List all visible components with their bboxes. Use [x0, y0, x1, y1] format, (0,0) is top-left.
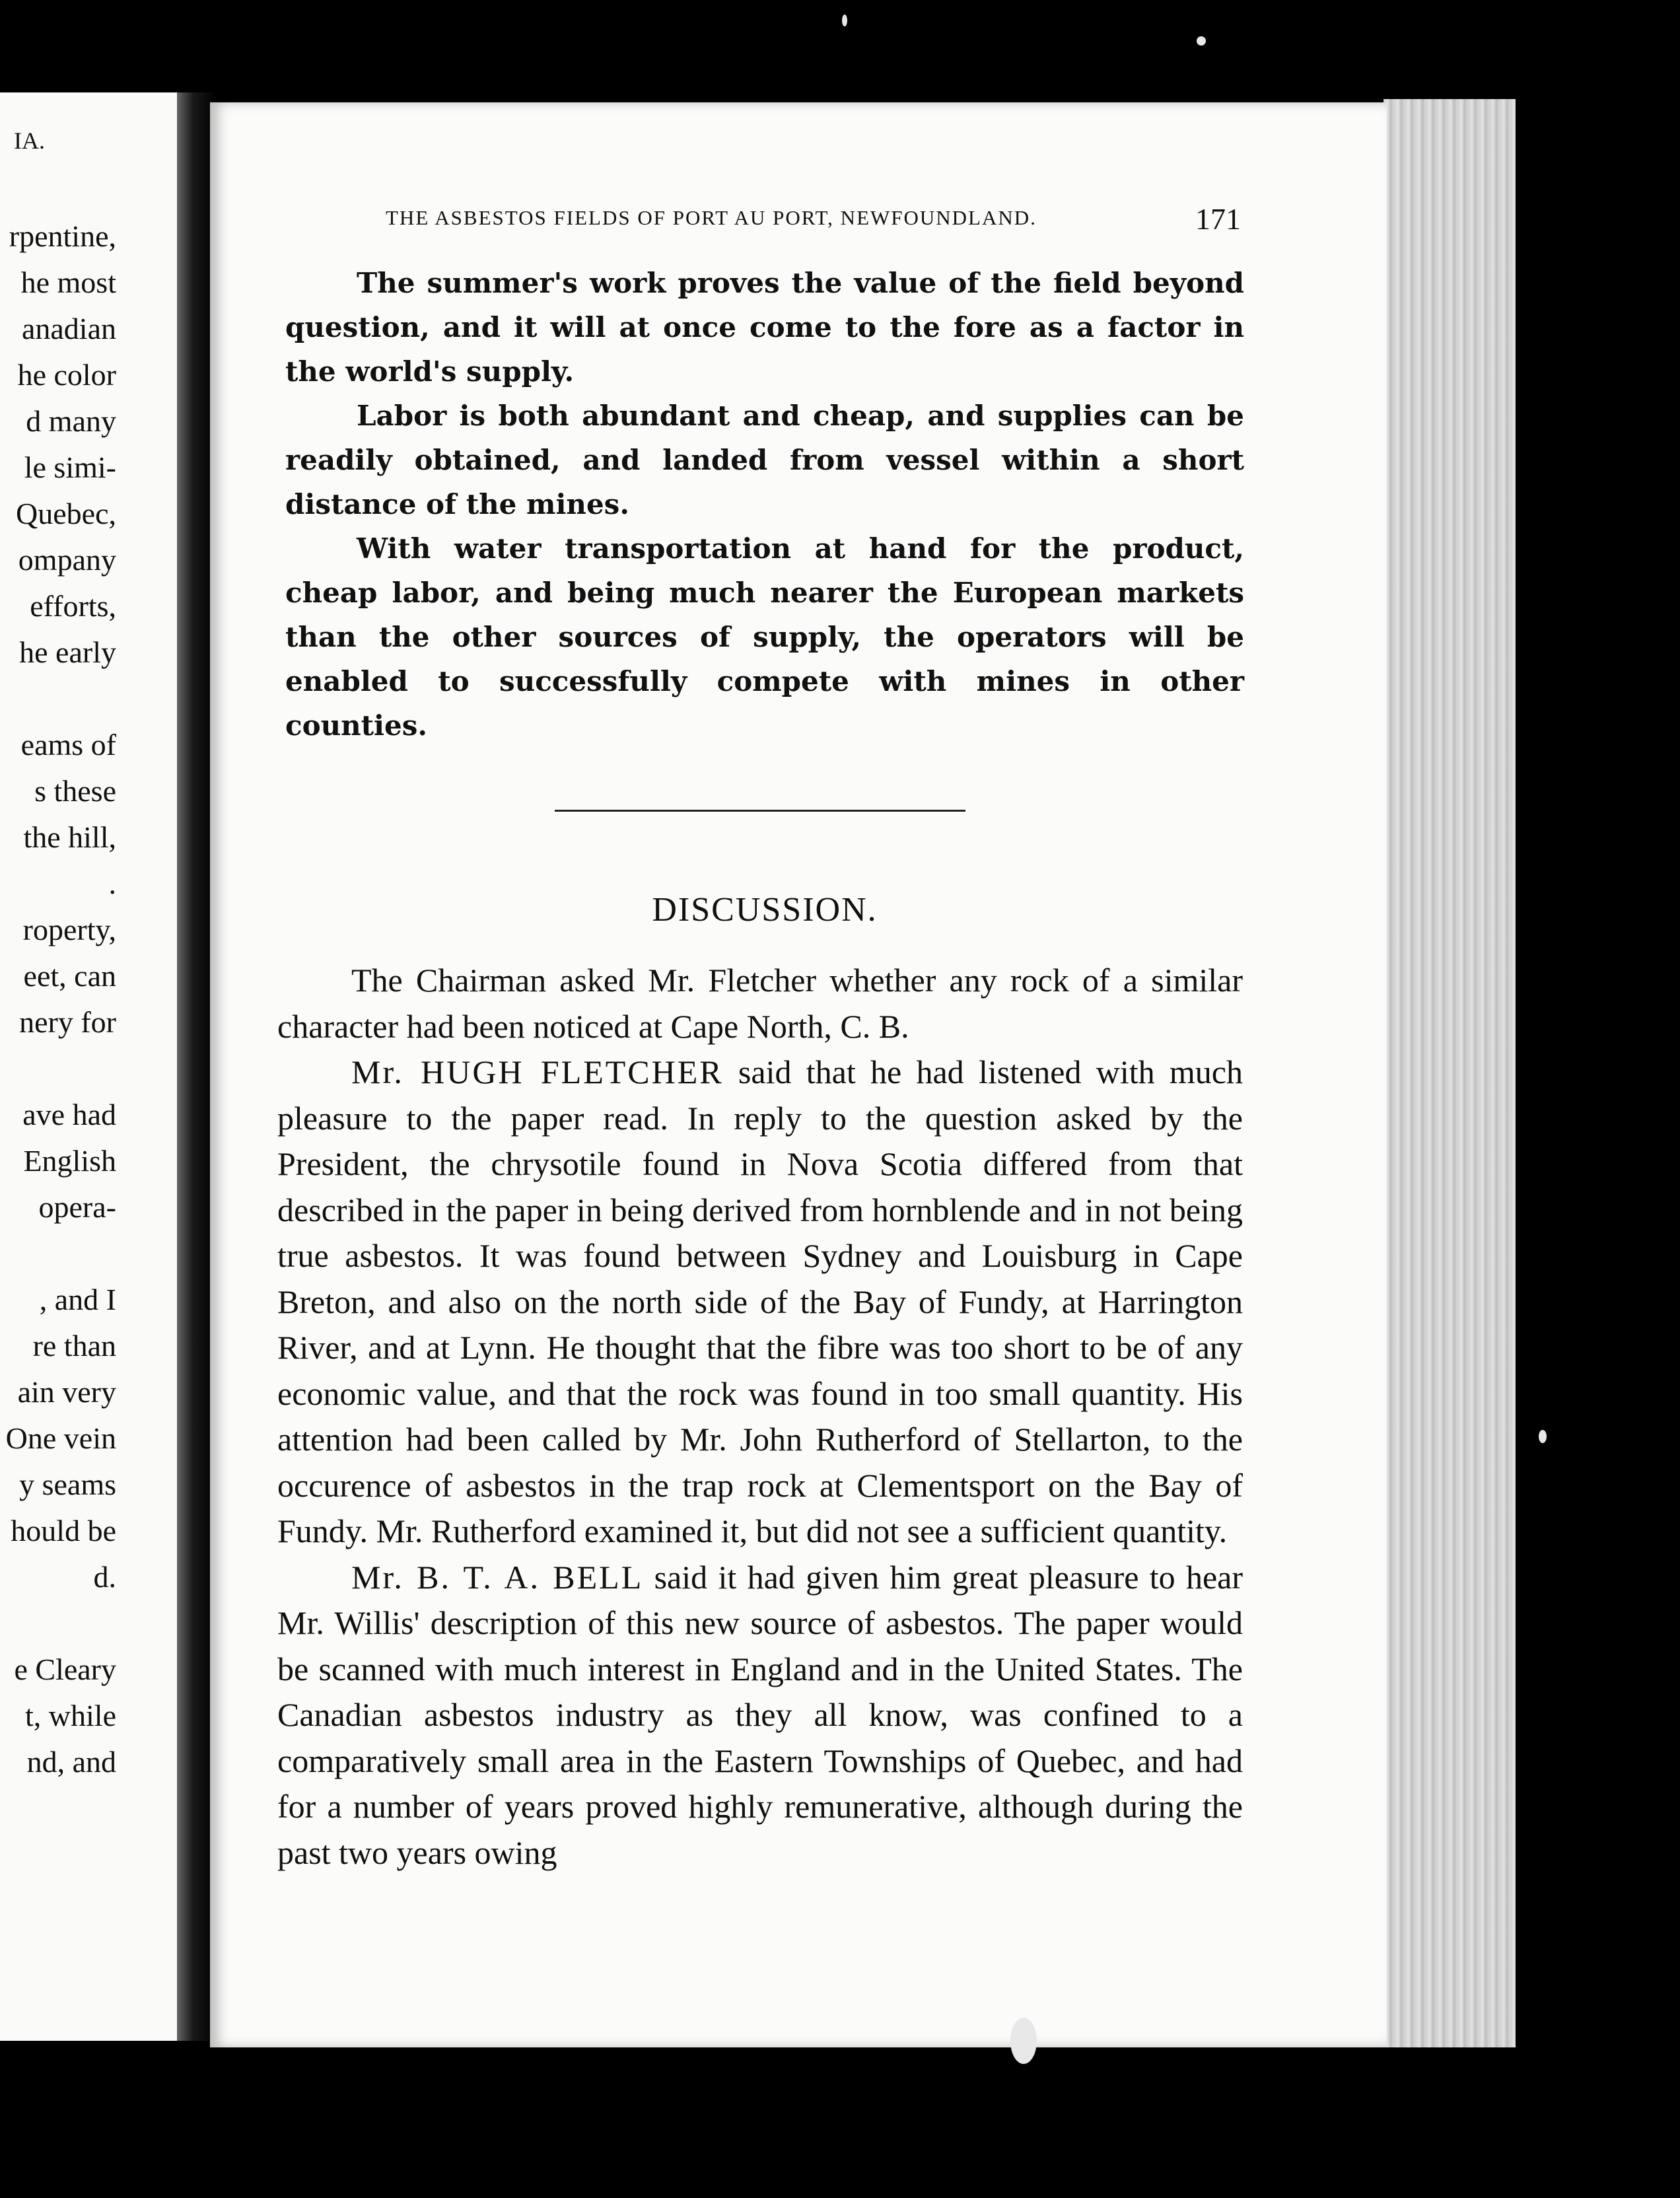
facing-page-line: hould be — [11, 1514, 116, 1547]
scan-speck — [842, 15, 847, 26]
running-head: THE ASBESTOS FIELDS OF PORT AU PORT, NEWFOUNDLAND. — [386, 206, 1037, 229]
scan-speck — [1010, 2018, 1037, 2064]
facing-page-line: opera- — [38, 1190, 116, 1224]
paragraph-text: said it had given him great pleasure to hear Mr. Willis' description of this new source of asbestos. The paper would be scanned with much interest in England and in the United States. The Canadian asbestos industry as they all know, was confined to a comparatively small area in the Eastern Townships of Quebec, and had for a number of years proved highly remunerative, although during the past two years owing — [277, 1558, 1243, 1871]
facing-page-line: le simi- — [24, 450, 116, 484]
facing-page-line: d. — [93, 1560, 116, 1594]
facing-page-line: ain very — [17, 1375, 116, 1409]
facing-page-line: eams of — [20, 728, 116, 762]
facing-page-line: d many — [26, 404, 116, 438]
paragraph: With water transportation at hand for the product, cheap labor, and being much nearer the European markets than the other sources of supply, the operators will be enabled to successfully compete with mines in other counties. — [285, 532, 1244, 742]
scan-speck — [1539, 1430, 1547, 1443]
facing-page-fragment — [0, 92, 177, 2041]
facing-page-line: , and I — [39, 1283, 116, 1316]
facing-page-line: IA. — [14, 127, 45, 154]
facing-page-line: he color — [17, 358, 116, 392]
facing-page-line: roperty, — [22, 913, 116, 946]
facing-page-line: One vein — [5, 1421, 116, 1455]
speaker-name: Mr. B. T. A. BELL — [351, 1558, 644, 1596]
paragraph: The Chairman asked Mr. Fletcher whether any rock of a similar character had been noticed at Cape North, C. B. — [277, 962, 1243, 1045]
article-conclusion — [285, 261, 1244, 748]
facing-page-line: s these — [34, 774, 116, 808]
facing-page-line: efforts, — [30, 589, 116, 623]
paragraph-text: said that he had listened with much pleasure to the paper read. In reply to the question asked by the President, the chrysotile found in Nova Scotia differed from that described in the paper in being derived from hornblende and in not being true asbestos. It was found between Sydney and Louisburg in Cape Breton, and also on the north side of the Bay of Fundy, at Harrington River, and at Lynn. He thought that the fibre was too short to be of any economic value, and that the rock was found in too small quantity. His attention had been called by Mr. John Rutherford of Stellarton, to the occurence of asbestos in the trap rock at Clementsport on the Bay of Fundy. Mr. Rutherford examined it, but did not see a sufficient quantity. — [277, 1053, 1243, 1549]
facing-page-line: nd, and — [26, 1745, 116, 1779]
facing-page-line: Quebec, — [16, 497, 116, 530]
facing-page-line: nery for — [19, 1005, 116, 1039]
facing-page-line: he early — [19, 635, 116, 669]
facing-page-line: ompany — [18, 543, 116, 577]
paragraph: Labor is both abundant and cheap, and supplies can be readily obtained, and landed from vessel within a short distance of the mines. — [285, 400, 1244, 520]
facing-page-line: . — [108, 867, 116, 900]
facing-page-line: the hill, — [23, 820, 116, 854]
facing-page-line: e Cleary — [14, 1652, 116, 1686]
page-edges — [1383, 99, 1516, 2047]
speaker-name: Mr. HUGH FLETCHER — [351, 1053, 724, 1090]
section-divider — [555, 810, 965, 812]
discussion-body — [277, 958, 1243, 1876]
paragraph — [277, 1049, 1243, 1555]
facing-page-line: rpentine, — [9, 219, 116, 253]
paragraph: The summer's work proves the value of the field beyond question, and it will at once come to the fore as a factor in the world's supply. — [285, 267, 1244, 388]
scan-speck — [1197, 36, 1206, 46]
discussion-heading: DISCUSSION. — [652, 891, 878, 929]
facing-page-line: he most — [20, 266, 116, 299]
page-number: 171 — [1195, 202, 1241, 236]
facing-page-line: eet, can — [23, 959, 116, 993]
facing-page-line: anadian — [21, 312, 116, 345]
facing-page-line: y seams — [19, 1468, 116, 1501]
facing-page-line: t, while — [25, 1699, 116, 1732]
facing-page-line: ave had — [22, 1098, 116, 1131]
facing-page-line: English — [23, 1144, 116, 1178]
paragraph — [277, 1555, 1243, 1876]
facing-page-line: re than — [32, 1329, 116, 1363]
